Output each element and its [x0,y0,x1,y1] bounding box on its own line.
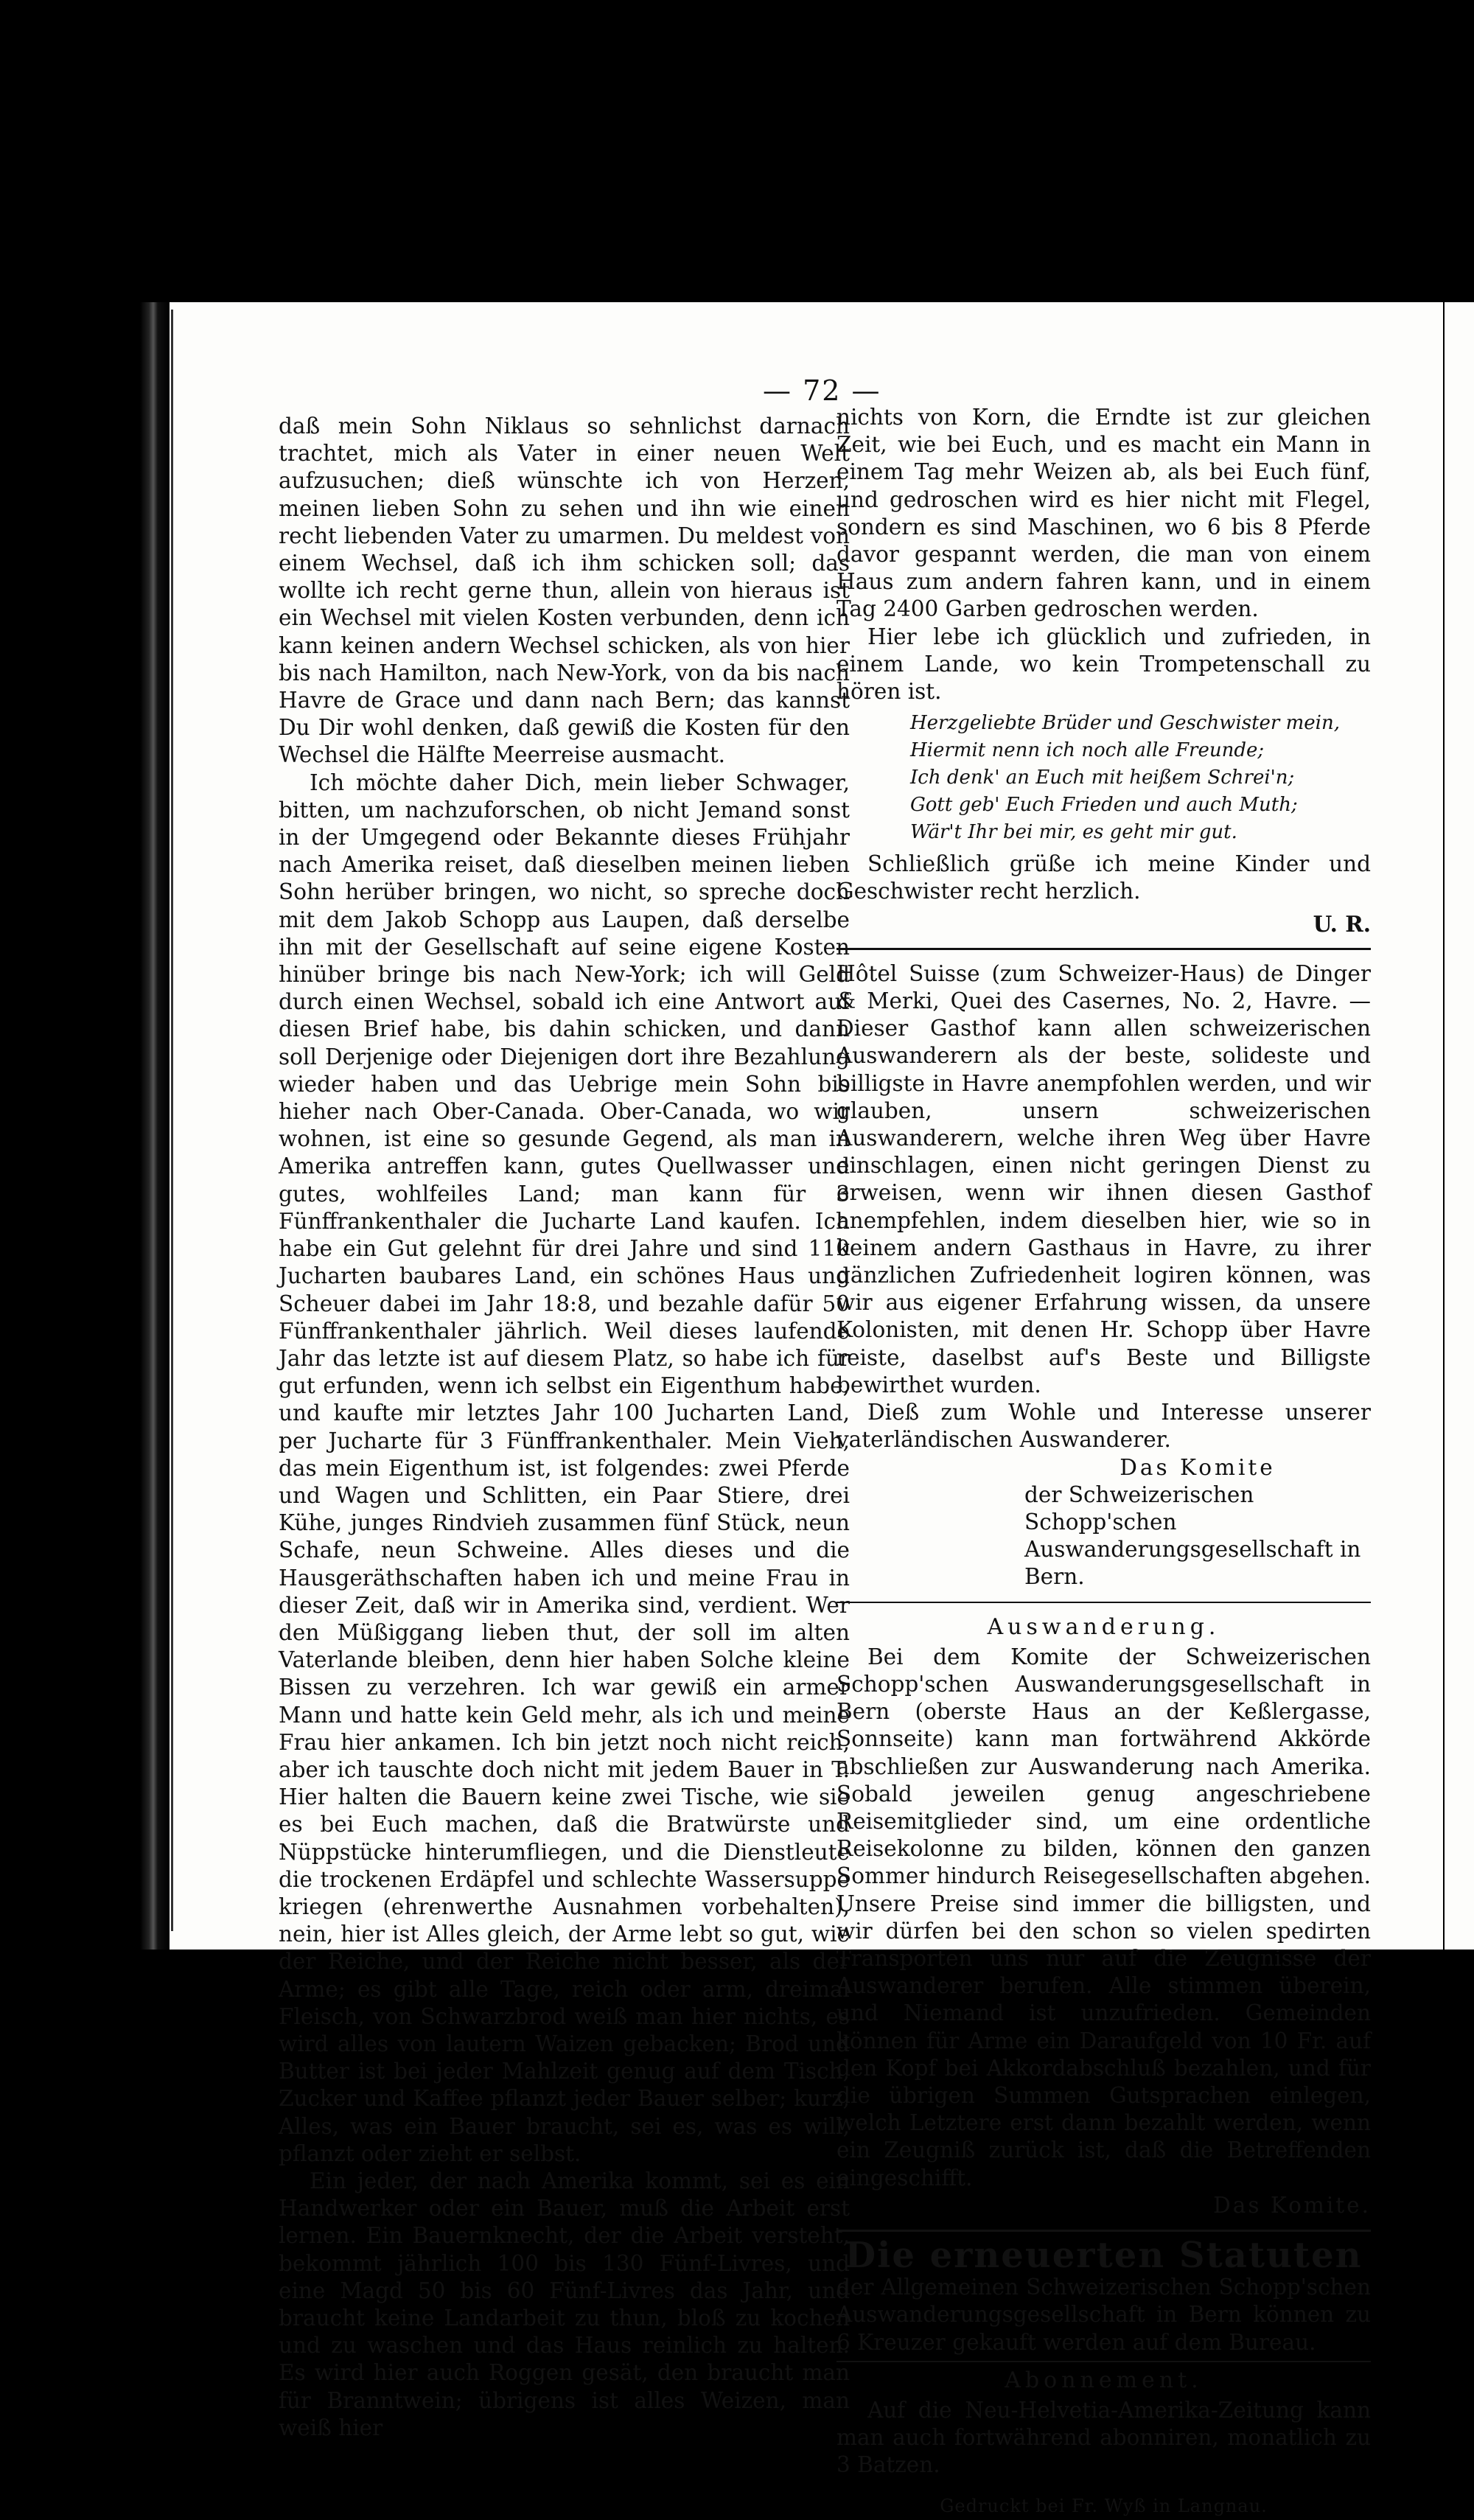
letter-paragraph: Hier lebe ich glücklich und zufrieden, in einem Lande, wo kein Trompetenschall zu hören ist. [836,624,1371,705]
section-divider [836,2230,1371,2232]
letter-closing: Schließlich grüße ich meine Kinder und Geschwister recht herzlich. [836,851,1371,904]
section-divider [836,2361,1371,2362]
komite-name: Das Komite [1120,1454,1276,1480]
letter-paragraph: Ein jeder, der nach Amerika kommt, sei es ein Handwerker oder ein Bauer, muß die Arbeit erst lernen. Ein Bauernknecht, der die Arbeit versteht, bekommt jährlich 100 bis 130 Fünf-Livres, und eine Magd 50 bis 60 Fünf-Livres das Jahr, und braucht keine Landarbeit zu thun, bloß zu kochen und zu waschen und das Haus reinlich zu halten. Es wird hier auch Roggen gesät, den braucht man für Branntwein; übrigens ist alles Weizen, man weiß hier [279,2168,850,2440]
auswanderung-notice: Bei dem Komite der Schweizerischen Schopp'schen Auswanderungsgesellschaft in Bern (oberste Haus an der Keßlergasse, Sonnseite) kann man fortwährend Akkörde abschließen zur Auswanderung nach Amerika. Sobald jeweilen genug angeschriebene Reisemitglieder sind, um eine ordentliche Reisekolonne zu bilden, können den ganzen Sommer hindurch Reisegesellschaften abgehen. Unsere Preise sind immer die billigsten, und wir dürfen bei den schon so vielen spedirten Transporten uns nur auf die Zeugnisse der Auswanderer berufen. Alle stimmen überein, und Niemand ist unzufrieden. Gemeinden können für Arme ein Daraufgeld von 10 Fr. auf den Kopf bei Akkordabschluß bezahlen, und für die übrigen Summen Gutsprachen einlegen, welch Letztere erst dann bezahlt werden, wenn ein Zeugniß zurück ist, daß die Betreffenden eingeschifft. [836,1644,1371,2191]
section-divider [836,1602,1371,1603]
gutter-line [171,310,173,1931]
page-edge [1443,302,1445,1950]
heading-statuten: Die erneuerten Statuten [845,2234,1363,2276]
book-spine [140,302,170,1950]
auswanderung-signature: Das Komite. [1213,2192,1371,2218]
page-number: — 72 — [763,374,881,407]
verse-line: Hiermit nenn ich noch alle Freunde; [910,739,1265,762]
letter-paragraph: daß mein Sohn Niklaus so sehnlichst darnach trachtet, mich als Vater in einer neuen Welt aufzusuchen; dieß wünschte ich von Herzen, meinen lieben Sohn zu sehen und ihn wie einen recht liebenden Vater zu umarmen. Du meldest von einem Wechsel, daß ich ihm schicken soll; das wollte ich recht gerne thun, allein von hieraus ist ein Wechsel mit vielen Kosten verbunden, denn ich kann keinen andern Wechsel schicken, als von hier bis nach Hamilton, nach New-York, von da bis nach Havre de Grace und dann nach Bern; das kannst Du Dir wohl denken, daß gewiß die Kosten für den Wechsel die Hälfte Meerreise ausmacht. [279,413,850,768]
heading-abonnement: Abonnement. [1005,2367,1203,2393]
verse-line: Gott geb' Euch Frieden und auch Muth; [910,794,1298,817]
verse [910,710,1371,846]
hotel-ad-closing: Dieß zum Wohle und Interesse unserer vaterländischen Auswanderer. [836,1400,1371,1453]
letter-signature: U. R. [1313,910,1371,937]
section-divider [836,948,1371,950]
abonnement-notice: Auf die Neu-Helvetia-Amerika-Zeitung kann man auch fortwährend abonniren, monatlich zu 3 Batzen. [836,2398,1371,2478]
right-column [836,404,1371,2520]
left-column [279,413,850,2442]
verse-line: Ich denk' an Euch mit heißem Schrei'n; [910,767,1295,789]
komite-society: der Schweizerischen Schopp'schen Auswanderungsgesellschaft in Bern. [1024,1481,1361,1590]
hotel-advertisement: Hôtel Suisse (zum Schweizer-Haus) de Dinger & Merki, Quei des Casernes, No. 2, Havre. — Dieser Gasthof kann allen schweizerischen Auswanderern als der beste, solideste und billigste in Havre anempfohlen werden, und wir glauben, unsern schweizerischen Auswanderern, welche ihren Weg über Havre einschlagen, einen nicht geringen Dienst zu erweisen, wenn wir ihnen diesen Gasthof anempfehlen, indem dieselben hier, wie so in keinem andern Gasthaus in Havre, zu ihrer gänzlichen Zufriedenheit logiren können, was wir aus eigener Erfahrung wissen, da unsere Kolonisten, mit denen Hr. Schopp über Havre reiste, daselbst auf's Beste und Billigste bewirthet wurden. [836,960,1371,1397]
verse-line: Wär't Ihr bei mir, es geht mir gut. [910,821,1237,844]
statuten-notice: der Allgemeinen Schweizerischen Schopp'schen Auswanderungsgesellschaft in Bern können zu 6 Kreuzer gekauft werden auf dem Bureau. [836,2275,1371,2355]
letter-paragraph: Ich möchte daher Dich, mein lieber Schwager, bitten, um nachzuforschen, ob nicht Jemand sonst in der Umgegend oder Bekannte dieses Frühjahr nach Amerika reiset, daß dieselben meinen lieben Sohn herüber bringen, wo nicht, so spreche doch mit dem Jakob Schopp aus Laupen, daß derselbe ihn mit der Gesellschaft auf seine eigene Kosten hinüber bringe bis nach New-York; ich will Geld durch einen Wechsel, sobald ich eine Antwort auf diesen Brief habe, bis dahin schicken, und dann soll Derjenige oder Diejenigen dort ihre Bezahlung wieder haben und das Uebrige mein Sohn bis hieher nach Ober-Canada. Ober-Canada, wo wir wohnen, ist eine so gesunde Gegend, als man in Amerika antreffen kann, gutes Quellwasser und gutes, wohlfeiles Land; man kann für 3 Fünffrankenthaler die Jucharte Land kaufen. Ich habe ein Gut gelehnt für drei Jahre und sind 110 Jucharten baubares Land, ein schönes Haus und Scheuer dabei im Jahr 18:8, und bezahle dafür 50 Fünffrankenthaler jährlich. Weil dieses laufende Jahr das letzte ist auf diesem Platz, so habe ich für gut erfunden, wenn ich selbst ein Eigenthum habe, und kaufte mir letztes Jahr 100 Jucharten Land, per Jucharte für 3 Fünffrankenthaler. Mein Vieh, das mein Eigenthum ist, ist folgendes: zwei Pferde und Wagen und Schlitten, ein Paar Stiere, drei Kühe, junges Rindvieh zusammen fünf Stück, neun Schafe, neun Schweine. Alles dieses und die Hausgeräthschaften haben ich und meine Frau in dieser Zeit, daß wir in Amerika sind, verdient. Wer den Müßiggang lieben thut, der soll im alten Vaterlande bleiben, denn hier haben Solche kleine Bissen zu verzehren. Ich war gewiß ein armer Mann und hatte kein Geld mehr, als ich und meine Frau hier ankamen. Ich bin jetzt noch nicht reich, aber ich tauschte doch nicht mit jedem Bauer in T. Hier halten die Bauern keine zwei Tische, wie sie es bei Euch machen, daß die Bratwürste und Nüppstücke hinterumfliegen, und die Dienstleute die trockenen Erdäpfel und schlechte Wassersuppe kriegen (ehrenwerthe Ausnahmen vorbehalten), nein, hier ist Alles gleich, der Arme lebt so gut, wie der Reiche, und der Reiche nicht besser, als der Arme; es gibt alle Tage, reich oder arm, dreimal Fleisch, von Schwarzbrod weiß man hier nichts, es wird alles von lautern Waizen gebacken; Brod und Butter ist bei jeder Mahlzeit genug auf dem Tisch, Zucker und Kaffee pflanzt jeder Bauer selber; kurz, Alles, was ein Bauer braucht, sei es, was es will, pflanzt oder zieht er selbst. [279,769,850,2166]
heading-auswanderung: Auswanderung. [987,1613,1220,1640]
letter-paragraph: nichts von Korn, die Erndte ist zur gleichen Zeit, wie bei Euch, und es macht ein Mann in einem Tag mehr Weizen ab, als bei Euch fünf, und gedroschen wird es hier nicht mit Flegel, sondern es sind Maschinen, wo 6 bis 8 Pferde davor gespannt werden, die man von einem Haus zum andern fahren kann, und in einem Tag 2400 Garben gedroschen werden. [836,405,1371,622]
hotel-ad-signature [836,1454,1371,1591]
verse-line: Herzgeliebte Brüder und Geschwister mein, [910,712,1340,735]
printer-imprint: Gedruckt bei Fr. Wyß in Langnau. [940,2495,1268,2516]
